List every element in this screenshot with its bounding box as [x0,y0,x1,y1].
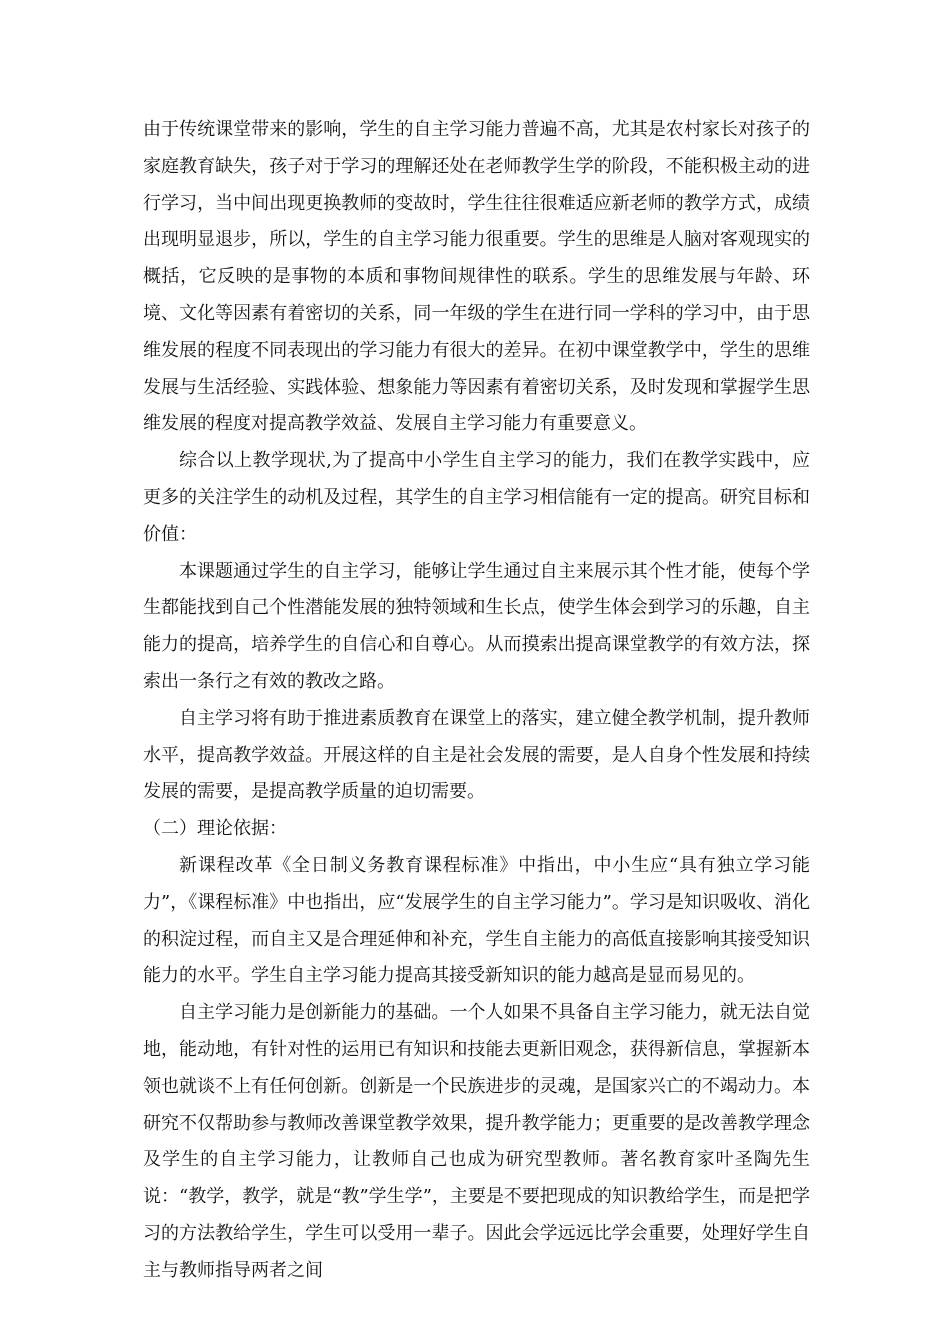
paragraph-curriculum-standard: 新课程改革《全日制义务教育课程标准》中指出，中小生应“具有独立学习能力”，《课程标准》中也指出，应“发展学生的自主学习能力”。学习是知识吸收、消化的积淀过程，而自主又是合理延伸和补充，学生自主能力的高低直接影响其接受知识能力的水平。学生自主学习能力提高其接受新知识的能力越高是显而易见的。 [143,854,810,987]
paragraph-research-value: 自主学习将有助于推进素质教育在课堂上的落实，建立健全教学机制，提升教师水平，提高教学效益。开展这样的自主是社会发展的需要，是人自身个性发展和持续发展的需要，是提高教学质量的迫切需要。 [143,707,810,803]
section-heading-theory: （二）理论依据： [143,818,287,840]
document-body [143,112,810,1290]
paragraph-summary: 综合以上教学现状,为了提高中小学生自主学习的能力，我们在教学实践中，应更多的关注学生的动机及过程，其学生的自主学习相信能有一定的提高。研究目标和价值： [143,450,810,545]
paragraph-research-goal: 本课题通过学生的自主学习，能够让学生通过自主来展示其个性才能，使每个学生都能找到自己个性潜能发展的独特领域和生长点，使学生体会到学习的乐趣，自主能力的提高，培养学生的自信心和自尊心。从而摸索出提高课堂教学的有效方法，探索出一条行之有效的教改之路。 [143,560,810,692]
paragraph-continuation: 由于传统课堂带来的影响，学生的自主学习能力普遍不高，尤其是农村家长对孩子的家庭教育缺失，孩子对于学习的理解还处在老师教学生学的阶段，不能积极主动的进行学习，当中间出现更换教师的变故时，学生往往很难适应新老师的教学方式，成绩出现明显退步，所以，学生的自主学习能力很重要。学生的思维是人脑对客观现实的概括，它反映的是事物的本质和事物间规律性的联系。学生的思维发展与年龄、环境、文化等因素有着密切的关系，同一年级的学生在进行同一学科的学习中，由于思维发展的程度不同表现出的学习能力有很大的差异。在初中课堂教学中，学生的思维发展与生活经验、实践体验、想象能力等因素有着密切关系，及时发现和掌握学生思维发展的程度对提高教学效益、发展自主学习能力有重要意义。 [143,119,810,435]
paragraph-innovation-basis: 自主学习能力是创新能力的基础。一个人如果不具备自主学习能力，就无法自觉地，能动地，有针对性的运用已有知识和技能去更新旧观念，获得新信息，掌握新本领也就谈不上有任何创新。创新是一个民族进步的灵魂，是国家兴亡的不竭动力。本研究不仅帮助参与教师改善课堂教学效果，提升教学能力；更重要的是改善教学理念及学生的自主学习能力，让教师自己也成为研究型教师。著名教育家叶圣陶先生说：“教学，教学，就是“教”学生学”，主要是不要把现成的知识教给学生，而是把学习的方法教给学生，学生可以受用一辈子。因此会学远远比学会重要，处理好学生自主与教师指导两者之间 [143,1002,810,1281]
